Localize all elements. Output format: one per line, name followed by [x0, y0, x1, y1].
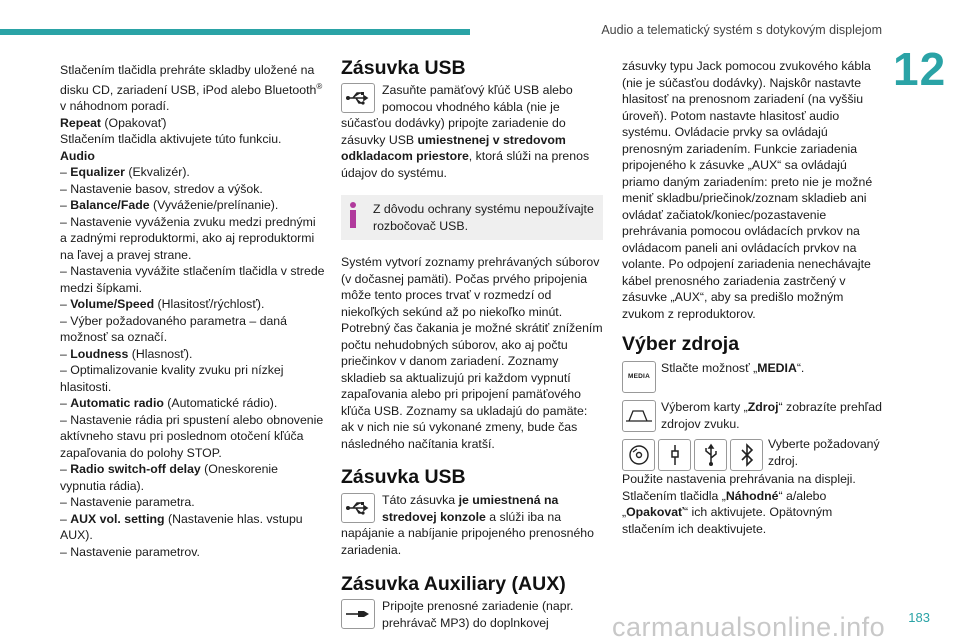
chapter-number: 12	[893, 43, 947, 95]
usb-playlist-paragraph: Systém vytvorí zoznamy prehrávaných súborov (v dočasnej pamäti). Počas prvého pripojenia môže tento proces trvať v rozmedzí od niekoľkých sekúnd až po niekoľko minút. Potrebný čas čakania je možné skrátiť znížením počtu nehudobných súborov, ako aj počtu priečinkov v danom zariadení. Zoznamy skladieb sa aktualizujú pri každom vypnutí zapaľovania alebo pri pripojení pamäťového kľúča USB. Zoznamy sa ukladajú do pamäte: ak v nich nie sú vykonané zmeny, bude čas následného načítania kratší.	[341, 255, 603, 451]
list-item: – Nastavenia vyvážite stlačením tlačidla v strede medzi šípkami.	[60, 264, 325, 295]
list-item: – Equalizer (Ekvalizér).	[60, 165, 190, 180]
audio-heading: Audio	[60, 148, 95, 163]
step-shuffle-repeat: Stlačením tlačidla „Náhodné“ a/alebo „Opakovať“ ich aktivujete. Opätovným stlačením ich deaktivujete.	[622, 488, 833, 536]
info-note: Z dôvodu ochrany systému nepoužívajte rozbočovač USB.	[341, 195, 603, 240]
section-title-usb: Zásuvka USB	[341, 57, 466, 79]
page-number: 183	[908, 610, 930, 625]
section-title-aux: Zásuvka Auxiliary (AUX)	[341, 573, 566, 595]
step-source-tab: Výberom karty „Zdroj“ zobrazíte prehľad zdrojov zvuku.	[622, 399, 884, 432]
list-item: – Nastavenie parametrov.	[60, 544, 200, 559]
list-item: – AUX vol. setting (Nastavenie hlas. vstupu AUX).	[60, 511, 303, 543]
list-item: – Výber požadovaného parametra – daná možnosť sa označí.	[60, 313, 287, 345]
cd-icon	[622, 439, 655, 471]
aux-paragraph: Pripojte prenosné zariadenie (napr. prehrávač MP3) do doplnkovej	[341, 598, 603, 631]
list-item: – Loudness (Hlasnosť).	[60, 346, 193, 361]
source-icons	[622, 438, 766, 471]
repeat-heading: Repeat (Opakovať)	[60, 115, 167, 130]
list-item: – Automatic radio (Automatické rádio).	[60, 396, 278, 411]
usb-data-paragraph: Zasuňte pamäťový kľúč USB alebo pomocou vhodného kábla (nie je súčasťou dodávky) pripojte zariadenie do zásuvky USB umiestnenej v stredovom odkladacom priestore, ktorá slúži na prenos údajov do systému.	[341, 83, 590, 180]
list-item: – Optimalizovanie kvality zvuku pri nízkej hlasitosti.	[60, 363, 284, 394]
step-select-source: Vyberte požadovaný zdroj.	[622, 436, 884, 471]
list-item: – Balance/Fade (Vyváženie/prelínanie).	[60, 198, 279, 213]
section-title-usb-charging: Zásuvka USB	[341, 466, 466, 488]
footer-watermark: carmanualsonline.info	[612, 612, 886, 640]
media-icon: MEDIA	[622, 361, 656, 393]
column-3	[622, 59, 884, 537]
usb-icon	[341, 493, 375, 523]
section-title-source: Výber zdroja	[622, 333, 740, 355]
list-item: – Radio switch-off delay (Oneskorenie vypnutia rádia).	[60, 462, 278, 493]
list-item: – Nastavenie vyváženia zvuku medzi prednými a zadnými reproduktormi, ako aj reproduktormi na ľavej a pravej strane.	[60, 214, 316, 262]
usb-charging-paragraph: Táto zásuvka je umiestnená na stredovej konzole a slúži iba na napájanie a nabíjanie pripojeného prenosného zariadenia.	[341, 493, 594, 557]
repeat-desc: Stlačením tlačidla aktivujete túto funkciu.	[60, 132, 282, 147]
column-1	[60, 62, 325, 560]
shuffle-desc: Stlačením tlačidla prehráte skladby uložené na disku CD, zariadení USB, iPod alebo Bluetooth® v náhodnom poradí.	[60, 63, 323, 114]
usb-icon	[341, 83, 375, 113]
list-item: – Nastavenie rádia pri spustení alebo obnovenie aktívneho stavu pri poslednom otočení kľúča zapaľovania do polohy STOP.	[60, 412, 324, 460]
aux-jack-icon	[341, 599, 375, 629]
step-playback-settings: Použite nastavenia prehrávania na displeji.	[622, 472, 856, 486]
step-media: MEDIA Stlačte možnosť „MEDIA“.	[622, 360, 884, 393]
header-title: Audio a telematický systém s dotykovým displejom	[601, 23, 882, 37]
list-item: – Volume/Speed (Hlasitosť/rýchlosť).	[60, 297, 265, 312]
source-tab-icon	[622, 400, 656, 432]
list-item: – Nastavenie basov, stredov a výšok.	[60, 181, 263, 196]
list-item: – Nastavenie parametra.	[60, 495, 195, 510]
usb-source-icon	[694, 439, 727, 471]
aux-icon	[658, 439, 691, 471]
bluetooth-icon	[730, 439, 763, 471]
aux-continued-paragraph: zásuvky typu Jack pomocou zvukového kábla (nie je súčasťou dodávky). Najskôr nastavte hlasitosť na prenosnom zariadení (na vyššiu úroveň). Potom nastavte hlasitosť audio systému. Ovládacie prvky sa ovládajú prenosným zariadením. Funkcie zariadenia pripojeného k zásuvke „AUX“ sa ovládajú priamo daným zariadením: preto nie je možné meniť skladbu/priečinok/zoznam skladieb ani ovládať začiatok/koniec/pozastavenie prehrávania pomocou ovládacích prvkov na ovládacom paneli ani ovládacích prvkov na volante. Po odpojení zariadenia nenechávajte kábel prenosného zariadenia zastrčený v zásuvke „AUX“, aby sa predišlo možným zvukom z reproduktorov.	[622, 59, 873, 321]
info-icon	[347, 201, 361, 234]
column-2	[341, 57, 603, 631]
header-accent-bar	[0, 29, 470, 35]
